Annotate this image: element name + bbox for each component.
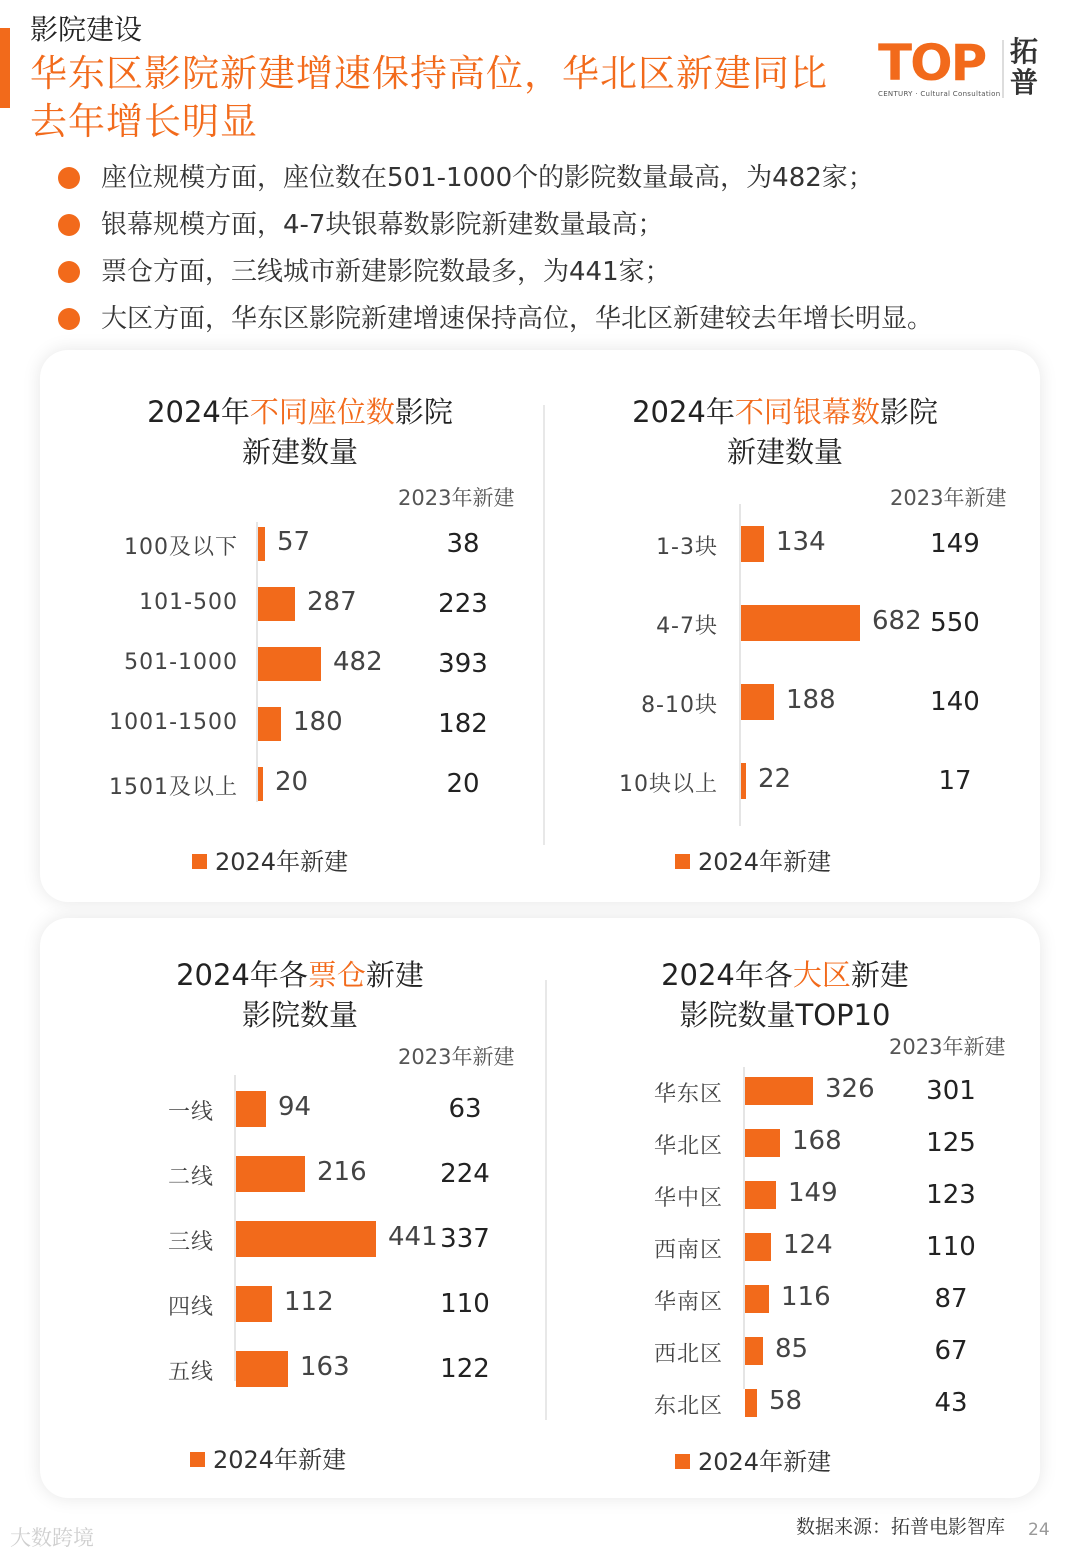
bar-2024 bbox=[236, 1351, 288, 1387]
category-label: 东北区 bbox=[653, 1394, 723, 1419]
value-label-2024: 163 bbox=[300, 1352, 350, 1382]
prev-year-header: 2023年新建 bbox=[890, 486, 1007, 510]
value-label-2024: 149 bbox=[788, 1178, 838, 1208]
value-label-2023: 122 bbox=[440, 1354, 490, 1384]
value-label-2023: 223 bbox=[438, 589, 488, 619]
value-label-2024: 22 bbox=[758, 764, 792, 794]
value-label-2023: 224 bbox=[440, 1159, 490, 1189]
legend-swatch-icon bbox=[192, 854, 207, 869]
bar-2024 bbox=[741, 684, 774, 720]
category-label: 101-500 bbox=[139, 590, 238, 615]
logo-chinese: 拓普 bbox=[1010, 35, 1039, 99]
category-label: 西北区 bbox=[653, 1342, 723, 1367]
legend-label: 2024年新建 bbox=[215, 848, 349, 876]
value-label-2023: 140 bbox=[930, 687, 980, 717]
value-label-2023: 182 bbox=[438, 709, 488, 739]
chart-city-tiers bbox=[60, 955, 540, 1495]
category-label: 三线 bbox=[167, 1230, 214, 1255]
value-label-2024: 116 bbox=[781, 1282, 831, 1312]
category-label: 一线 bbox=[167, 1100, 214, 1125]
bullet-dot-icon bbox=[58, 214, 80, 236]
bullet-dot-icon bbox=[58, 167, 80, 189]
value-label-2023: 87 bbox=[934, 1284, 968, 1314]
bullet-item bbox=[58, 205, 1038, 252]
value-label-2023: 17 bbox=[938, 766, 972, 796]
brand-logo bbox=[878, 34, 1001, 100]
chart-legend bbox=[192, 842, 348, 877]
data-source: 数据来源：拓普电影智库 bbox=[796, 1516, 1006, 1538]
bullet-item bbox=[58, 158, 1038, 205]
bar-2024 bbox=[258, 647, 321, 681]
bullet-dot-icon bbox=[58, 261, 80, 283]
chart-regions bbox=[545, 955, 1025, 1495]
chart-legend bbox=[190, 1440, 346, 1475]
title-part: 新建 bbox=[850, 958, 909, 992]
bar-2024 bbox=[741, 526, 764, 562]
bar-2024 bbox=[741, 763, 746, 799]
title-part: 新建 bbox=[365, 958, 424, 992]
chart-title-line2: 新建数量 bbox=[726, 435, 843, 469]
prev-year-header: 2023年新建 bbox=[398, 1045, 515, 1069]
bar-2024 bbox=[745, 1129, 780, 1157]
category-label: 五线 bbox=[167, 1360, 214, 1385]
category-label: 西南区 bbox=[653, 1238, 723, 1263]
bullet-text: 座位规模方面，座位数在501-1000个的影院数量最高，为482家； bbox=[101, 163, 874, 193]
chart-title-line2: 影院数量 bbox=[241, 998, 358, 1032]
chart-screens bbox=[545, 392, 1025, 892]
title-part: 影院 bbox=[394, 395, 453, 429]
prev-year-header: 2023年新建 bbox=[889, 1035, 1006, 1059]
value-label-2024: 58 bbox=[769, 1386, 803, 1416]
value-label-2023: 110 bbox=[440, 1289, 490, 1319]
section-accent-bar bbox=[0, 28, 10, 108]
page-headline: 华东区影院新建增速保持高位，华北区新建同比去年增长明显 bbox=[30, 52, 828, 143]
title-highlight: 不同座位数 bbox=[249, 395, 395, 429]
value-label-2023: 550 bbox=[930, 608, 980, 638]
chart-title-line2: 新建数量 bbox=[241, 435, 358, 469]
legend-swatch-icon bbox=[675, 854, 690, 869]
category-label: 华东区 bbox=[653, 1082, 723, 1107]
legend-swatch-icon bbox=[675, 1454, 690, 1469]
title-part: 2024年 bbox=[632, 395, 735, 429]
section-label: 影院建设 bbox=[30, 13, 143, 46]
chart-title-line1 bbox=[60, 392, 540, 432]
value-label-2024: 287 bbox=[307, 587, 357, 617]
logo-divider bbox=[1002, 40, 1004, 98]
value-label-2024: 441 bbox=[388, 1222, 438, 1252]
value-label-2023: 301 bbox=[926, 1076, 976, 1106]
chart-legend bbox=[675, 1442, 831, 1477]
category-label: 华中区 bbox=[653, 1186, 723, 1211]
summary-bullets bbox=[58, 158, 1038, 346]
value-label-2024: 57 bbox=[277, 527, 311, 557]
bar-2024 bbox=[745, 1285, 769, 1313]
bar-2024 bbox=[236, 1221, 376, 1257]
value-label-2023: 63 bbox=[448, 1094, 482, 1124]
value-label-2023: 110 bbox=[926, 1232, 976, 1262]
bar-2024 bbox=[741, 605, 860, 641]
value-label-2023: 125 bbox=[926, 1128, 976, 1158]
legend-label: 2024年新建 bbox=[698, 848, 832, 876]
value-label-2024: 180 bbox=[293, 707, 343, 737]
category-label: 四线 bbox=[167, 1295, 214, 1320]
value-label-2023: 43 bbox=[934, 1388, 968, 1418]
category-label: 华北区 bbox=[653, 1134, 723, 1159]
chart-title bbox=[60, 955, 540, 1035]
title-highlight: 票仓 bbox=[307, 958, 366, 992]
bar-2024 bbox=[236, 1091, 266, 1127]
value-label-2024: 20 bbox=[275, 767, 309, 797]
bar-2024 bbox=[258, 767, 263, 801]
bullet-text: 票仓方面，三线城市新建影院数最多，为441家； bbox=[101, 257, 671, 287]
value-label-2024: 326 bbox=[825, 1074, 875, 1104]
category-label: 1501及以上 bbox=[109, 775, 238, 800]
title-part: 影院 bbox=[879, 395, 938, 429]
bar-2024 bbox=[745, 1389, 757, 1417]
logo-subtitle: CENTURY · Cultural Consultation bbox=[878, 90, 1001, 98]
bullet-item bbox=[58, 252, 1038, 299]
chart-seats bbox=[60, 392, 540, 892]
value-label-2024: 134 bbox=[776, 527, 826, 557]
bullet-text: 银幕规模方面，4-7块银幕数影院新建数量最高； bbox=[101, 210, 664, 240]
bar-2024 bbox=[745, 1337, 763, 1365]
value-label-2024: 112 bbox=[284, 1287, 334, 1317]
bar-2024 bbox=[745, 1077, 813, 1105]
chart-title-line2: 影院数量TOP10 bbox=[679, 998, 891, 1032]
bar-2024 bbox=[745, 1181, 776, 1209]
chart-title-line1 bbox=[545, 955, 1025, 995]
bar-2024 bbox=[258, 587, 295, 621]
title-part: 2024年各 bbox=[176, 958, 308, 992]
chart-title bbox=[60, 392, 540, 472]
title-highlight: 大区 bbox=[792, 958, 851, 992]
bar-2024 bbox=[236, 1286, 272, 1322]
category-label: 二线 bbox=[167, 1165, 214, 1190]
title-highlight: 不同银幕数 bbox=[734, 395, 880, 429]
value-label-2023: 123 bbox=[926, 1180, 976, 1210]
chart-legend bbox=[675, 842, 831, 877]
category-label: 华南区 bbox=[653, 1290, 723, 1315]
value-label-2023: 20 bbox=[446, 769, 480, 799]
chart-title-line1 bbox=[60, 955, 540, 995]
bar-2024 bbox=[258, 527, 265, 561]
bar-2024 bbox=[236, 1156, 305, 1192]
category-label: 1-3块 bbox=[656, 535, 718, 560]
value-label-2024: 85 bbox=[775, 1334, 809, 1364]
logo-word: TOP bbox=[878, 34, 986, 92]
value-label-2023: 38 bbox=[446, 529, 480, 559]
value-label-2024: 482 bbox=[333, 647, 383, 677]
bullet-dot-icon bbox=[58, 308, 80, 330]
value-label-2024: 682 bbox=[872, 606, 922, 636]
legend-label: 2024年新建 bbox=[698, 1448, 832, 1476]
category-label: 1001-1500 bbox=[109, 710, 238, 735]
value-label-2024: 124 bbox=[783, 1230, 833, 1260]
chart-title bbox=[545, 392, 1025, 472]
value-label-2024: 94 bbox=[278, 1092, 312, 1122]
category-label: 501-1000 bbox=[124, 650, 238, 675]
chart-title bbox=[545, 955, 1025, 1035]
category-label: 4-7块 bbox=[656, 614, 718, 639]
legend-label: 2024年新建 bbox=[213, 1446, 347, 1474]
category-label: 8-10块 bbox=[641, 693, 718, 718]
value-label-2024: 216 bbox=[317, 1157, 367, 1187]
category-label: 10块以上 bbox=[619, 772, 718, 797]
bullet-item bbox=[58, 299, 1038, 346]
title-part: 2024年各 bbox=[661, 958, 793, 992]
value-label-2024: 168 bbox=[792, 1126, 842, 1156]
value-label-2024: 188 bbox=[786, 685, 836, 715]
prev-year-header: 2023年新建 bbox=[398, 486, 515, 510]
value-label-2023: 67 bbox=[934, 1336, 968, 1366]
watermark: 大数跨境 bbox=[10, 1526, 94, 1550]
bar-2024 bbox=[258, 707, 281, 741]
bar-2024 bbox=[745, 1233, 771, 1261]
legend-swatch-icon bbox=[190, 1452, 205, 1467]
bullet-text: 大区方面，华东区影院新建增速保持高位，华北区新建较去年增长明显。 bbox=[101, 304, 934, 334]
page-number: 24 bbox=[1028, 1520, 1050, 1540]
category-label: 100及以下 bbox=[124, 535, 238, 560]
value-label-2023: 393 bbox=[438, 649, 488, 679]
chart-title-line1 bbox=[545, 392, 1025, 432]
value-label-2023: 337 bbox=[440, 1224, 490, 1254]
title-part: 2024年 bbox=[147, 395, 250, 429]
value-label-2023: 149 bbox=[930, 529, 980, 559]
